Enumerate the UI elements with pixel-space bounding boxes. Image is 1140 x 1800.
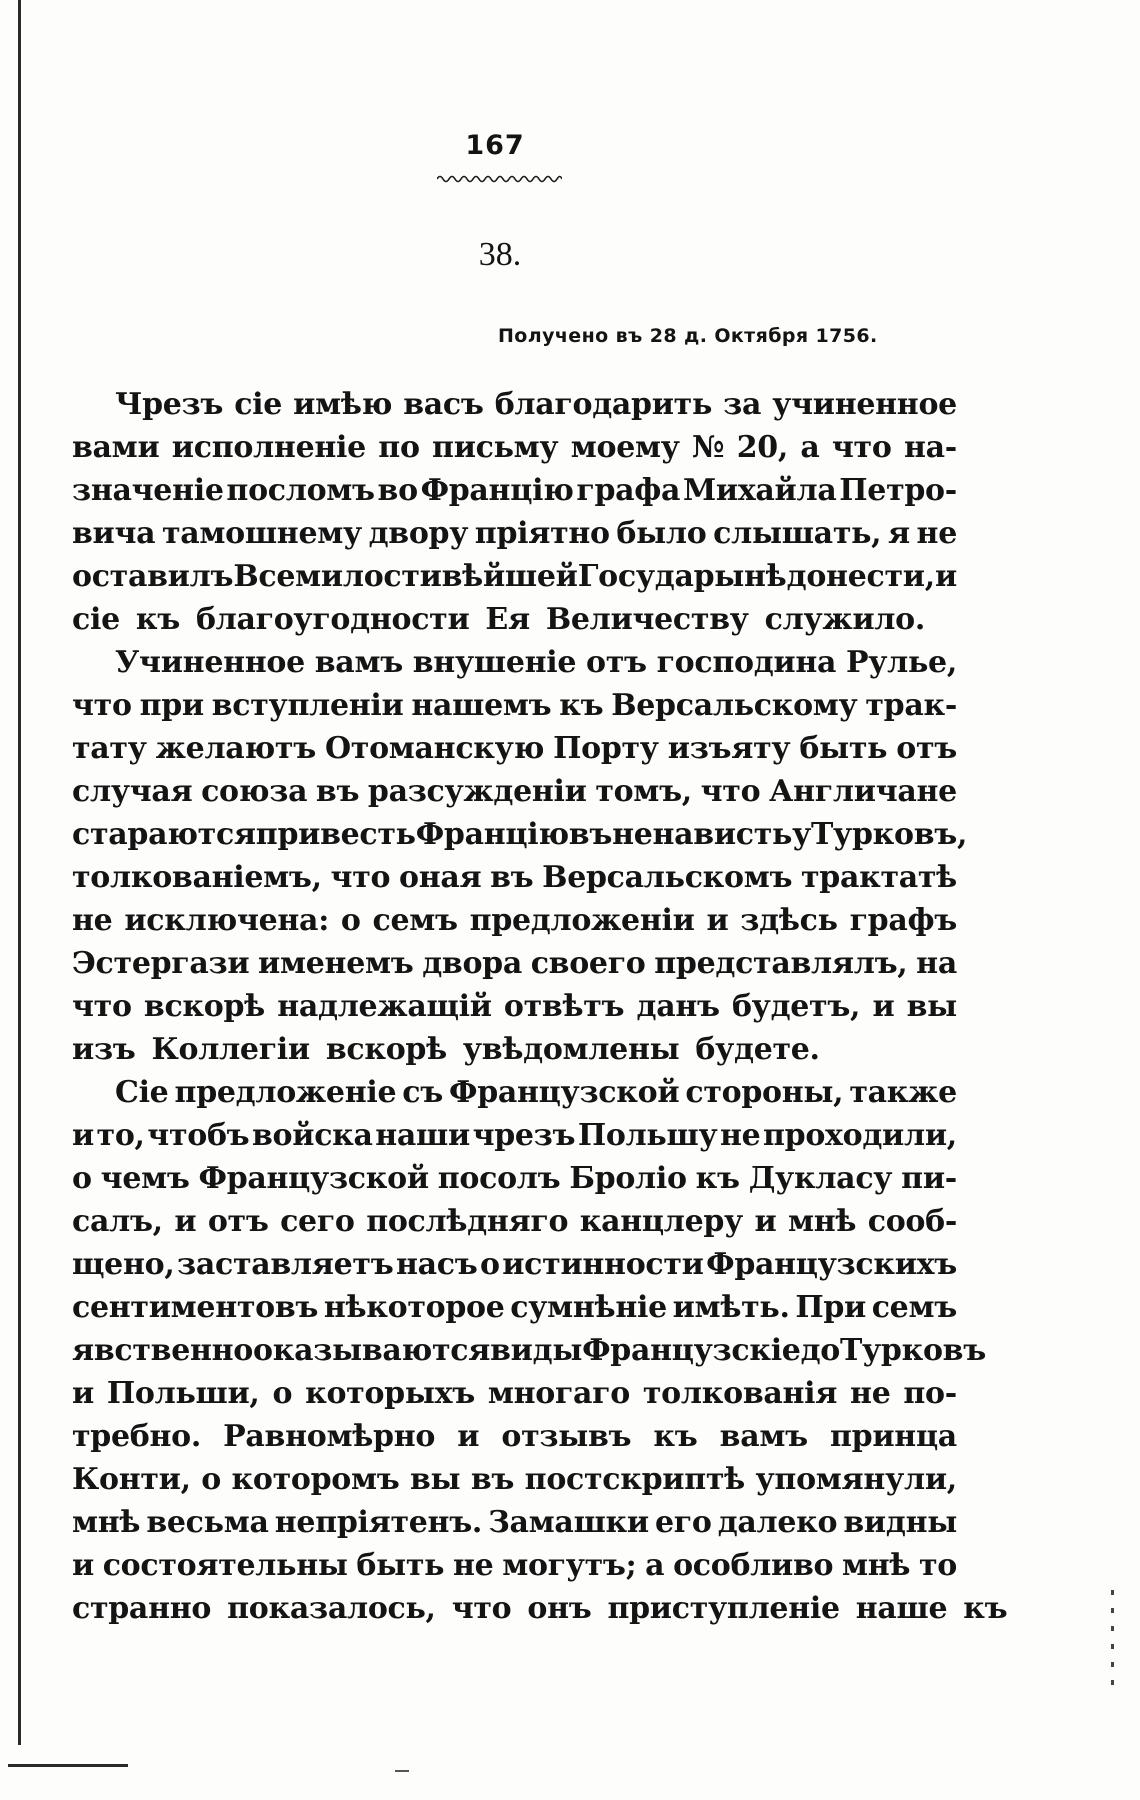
- text-line: [72, 383, 957, 426]
- word: Французской: [449, 1075, 680, 1110]
- word: чтобъ: [147, 1118, 250, 1153]
- word: и: [872, 989, 895, 1024]
- word: моему: [570, 430, 680, 465]
- word: №: [692, 430, 725, 465]
- word: было: [616, 516, 707, 551]
- word: къ: [963, 1591, 1008, 1626]
- word: будетъ,: [731, 989, 861, 1024]
- text-line: [72, 1157, 957, 1200]
- word: исключена:: [124, 903, 329, 938]
- word: проходили,: [762, 1118, 957, 1153]
- word: учиненное: [772, 387, 957, 422]
- word: томъ,: [595, 774, 692, 809]
- word: которомъ: [231, 1462, 400, 1497]
- word: вы: [410, 1462, 461, 1497]
- word: Порту: [553, 731, 659, 766]
- text-line: [72, 1329, 986, 1372]
- scan-edge-right: [1111, 1590, 1114, 1690]
- word: и: [72, 1548, 94, 1583]
- word: именемъ: [258, 946, 414, 981]
- word: Михайла: [682, 473, 837, 508]
- word: вскорѣ: [325, 1032, 447, 1067]
- document-number: 38.: [478, 236, 522, 273]
- word: виды: [490, 1333, 583, 1368]
- word: что: [72, 989, 132, 1024]
- word: о: [479, 1247, 500, 1282]
- text-line: [72, 1587, 1008, 1630]
- word: вамъ: [719, 1419, 808, 1454]
- text-line: [72, 469, 957, 512]
- word: которыхъ: [305, 1376, 475, 1411]
- word: увѣдомлены: [462, 1032, 680, 1067]
- word: войска: [251, 1118, 373, 1153]
- word: на-: [903, 430, 957, 465]
- word: что: [330, 860, 391, 895]
- word: къ: [653, 1419, 698, 1454]
- word: изъяту: [667, 731, 791, 766]
- word: двору: [368, 516, 469, 551]
- text-line: [72, 985, 957, 1028]
- word: благоугодности: [195, 602, 470, 637]
- word: Отоманскую: [324, 731, 545, 766]
- word: весьма: [146, 1505, 269, 1540]
- text-line: [72, 1458, 957, 1501]
- word: имѣть.: [672, 1290, 790, 1325]
- word: нашемъ: [411, 688, 552, 723]
- word: непріятенъ.: [274, 1505, 483, 1540]
- word: мнѣ: [787, 1204, 857, 1239]
- word: что: [72, 688, 132, 723]
- word: стараются: [72, 817, 256, 852]
- scan-edge-left: [18, 0, 21, 1745]
- word: Версальскомъ: [542, 860, 793, 895]
- word: здѣсь: [740, 903, 838, 938]
- word: и: [754, 1204, 777, 1239]
- text-line: [72, 1114, 957, 1157]
- word: канцлеру: [579, 1204, 743, 1239]
- word: письму: [432, 430, 559, 465]
- word: съ: [402, 1075, 443, 1110]
- word: и: [935, 559, 957, 594]
- text-line: [72, 512, 957, 555]
- word: Францію: [415, 817, 569, 852]
- word: о: [201, 1462, 221, 1497]
- word: то,: [96, 1118, 145, 1153]
- word: что: [451, 1591, 512, 1626]
- word: а: [800, 430, 820, 465]
- word: Коллегіи: [151, 1032, 310, 1067]
- word: и: [457, 1419, 480, 1454]
- word: вамъ: [314, 645, 403, 680]
- word: служило.: [764, 602, 926, 637]
- word: Францію: [420, 473, 574, 508]
- word: при: [139, 688, 204, 723]
- text-line: [72, 684, 957, 727]
- word: ненависть: [612, 817, 793, 852]
- word: сумнѣніе: [510, 1290, 667, 1325]
- word: внушеніе: [412, 645, 577, 680]
- text-line: [72, 1372, 957, 1415]
- word: толкованія: [642, 1376, 838, 1411]
- word: чемъ: [100, 1161, 190, 1196]
- word: во: [377, 473, 418, 508]
- word: то: [918, 1548, 957, 1583]
- word: оставилъ: [72, 559, 234, 594]
- word: отъ: [207, 1204, 269, 1239]
- word: особливо: [673, 1548, 834, 1583]
- word: къ: [559, 688, 604, 723]
- word: быть: [356, 1548, 445, 1583]
- word: отвѣтъ: [503, 989, 625, 1024]
- word: до: [800, 1333, 840, 1368]
- text-line: [72, 1286, 957, 1329]
- word: Французской: [198, 1161, 429, 1196]
- word: сентиментовъ: [72, 1290, 319, 1325]
- word: Государынѣ: [577, 559, 787, 594]
- word: стороны,: [685, 1075, 844, 1110]
- word: союза: [201, 774, 308, 809]
- word: что: [700, 774, 761, 809]
- word: данъ: [636, 989, 720, 1024]
- word: тамошнему: [161, 516, 362, 551]
- word: толкованіемъ,: [72, 860, 322, 895]
- received-date-note: Получено въ 28 д. Октября 1756.: [498, 325, 878, 347]
- word: не: [72, 903, 113, 938]
- word: предложеніи: [469, 903, 695, 938]
- word: вскорѣ: [143, 989, 265, 1024]
- text-line: [72, 1071, 957, 1114]
- word: Французскихъ: [706, 1247, 957, 1282]
- word: представлялъ,: [654, 946, 908, 981]
- word: Дукласу: [748, 1161, 893, 1196]
- word: о: [72, 1161, 92, 1196]
- word: я: [887, 516, 910, 551]
- word: и: [706, 903, 729, 938]
- word: отъ: [896, 731, 957, 766]
- word: Сіе: [115, 1075, 169, 1110]
- word: также: [849, 1075, 957, 1110]
- word: щено,: [72, 1247, 175, 1282]
- letter-body: [72, 383, 1008, 1630]
- word: принца: [830, 1419, 957, 1454]
- text-line: [72, 1501, 957, 1544]
- word: донести,: [786, 559, 935, 594]
- text-line: [72, 727, 957, 770]
- word: въ: [470, 1462, 515, 1497]
- word: изъ: [72, 1032, 136, 1067]
- word: въ: [568, 817, 613, 852]
- word: многаго: [487, 1376, 630, 1411]
- word: оная: [398, 860, 482, 895]
- word: вы: [906, 989, 957, 1024]
- word: въ: [490, 860, 534, 895]
- word: имѣю: [293, 387, 393, 422]
- word: пріятно: [474, 516, 610, 551]
- word: Турковъ: [839, 1333, 986, 1368]
- page-number: 167: [465, 130, 525, 161]
- word: сего: [280, 1204, 355, 1239]
- word: у: [792, 817, 812, 852]
- word: на: [916, 946, 957, 981]
- text-line: [72, 1415, 957, 1458]
- word: вступленіи: [211, 688, 404, 723]
- word: по: [378, 430, 420, 465]
- word: графа: [576, 473, 681, 508]
- word: вича: [72, 516, 156, 551]
- word: отзывъ: [501, 1419, 632, 1454]
- text-line: [72, 942, 957, 985]
- word: постскриптѣ: [524, 1462, 745, 1497]
- word: значеніе: [72, 473, 224, 508]
- text-line: [72, 856, 957, 899]
- word: наше: [855, 1591, 948, 1626]
- word: Эстергази: [72, 946, 250, 981]
- word: о: [340, 903, 361, 938]
- word: что: [831, 430, 892, 465]
- word: желаютъ: [155, 731, 316, 766]
- word: заставляетъ: [177, 1247, 394, 1282]
- word: не: [850, 1376, 891, 1411]
- word: быть: [799, 731, 888, 766]
- word: пи-: [901, 1161, 957, 1196]
- word: двора: [422, 946, 522, 981]
- word: Турковъ,: [811, 817, 968, 852]
- word: надлежащій: [277, 989, 492, 1024]
- word: семъ: [871, 1290, 957, 1325]
- word: къ: [695, 1161, 740, 1196]
- text-line: [72, 426, 957, 469]
- word: насъ: [395, 1247, 478, 1282]
- word: трак-: [865, 688, 957, 723]
- text-line: [72, 555, 957, 598]
- word: мнѣ: [841, 1548, 911, 1583]
- word: васъ: [403, 387, 484, 422]
- text-line: [72, 899, 957, 942]
- word: разсужденіи: [367, 774, 587, 809]
- word: послѣдняго: [366, 1204, 569, 1239]
- word: трактатѣ: [800, 860, 957, 895]
- word: благодарить: [494, 387, 713, 422]
- word: по-: [903, 1376, 957, 1411]
- word: Петро-: [839, 473, 957, 508]
- word: видны: [843, 1505, 957, 1540]
- word: привесть: [255, 817, 416, 852]
- word: посломъ: [226, 473, 375, 508]
- scan-edge-bottom-mark: [395, 1770, 409, 1772]
- word: состоятельны: [102, 1548, 348, 1583]
- word: отъ: [586, 645, 647, 680]
- word: онъ: [527, 1591, 592, 1626]
- word: Рулье,: [845, 645, 957, 680]
- word: и: [72, 1376, 94, 1411]
- word: приступленіе: [607, 1591, 840, 1626]
- word: и: [174, 1204, 197, 1239]
- word: наши: [375, 1118, 470, 1153]
- word: Польши,: [106, 1376, 260, 1411]
- text-line: [72, 813, 968, 856]
- word: слышать,: [713, 516, 882, 551]
- word: странно: [72, 1591, 212, 1626]
- word: и: [72, 1118, 94, 1153]
- word: требно.: [72, 1419, 201, 1454]
- word: Чрезъ: [115, 387, 224, 422]
- word: Равномѣрно: [223, 1419, 436, 1454]
- word: предложеніе: [174, 1075, 397, 1110]
- word: тату: [72, 731, 147, 766]
- word: нѣкоторое: [323, 1290, 505, 1325]
- scan-edge-bottom-line: [8, 1764, 128, 1767]
- word: къ: [135, 602, 180, 637]
- word: Замашки: [488, 1505, 649, 1540]
- word: Французскіе: [582, 1333, 801, 1368]
- word: въ: [315, 774, 360, 809]
- word: исполненіе: [171, 430, 366, 465]
- word: случая: [72, 774, 193, 809]
- word: семъ: [372, 903, 458, 938]
- word: При: [795, 1290, 866, 1325]
- word: сооб-: [867, 1204, 957, 1239]
- word: не: [916, 516, 957, 551]
- text-line: [72, 1243, 957, 1286]
- word: господина: [656, 645, 837, 680]
- word: своего: [530, 946, 646, 981]
- text-line: [72, 1544, 957, 1587]
- word: Версальскому: [611, 688, 858, 723]
- word: посолъ: [437, 1161, 561, 1196]
- text-line: [72, 770, 957, 813]
- word: явственно: [72, 1333, 254, 1368]
- word: за: [723, 387, 762, 422]
- word: чрезъ: [472, 1118, 576, 1153]
- word: Величеству: [545, 602, 749, 637]
- text-line: [72, 1200, 957, 1243]
- word: сіе: [234, 387, 283, 422]
- word: его: [654, 1505, 712, 1540]
- word: 20,: [736, 430, 788, 465]
- word: сіе: [72, 602, 120, 637]
- word: показалось,: [227, 1591, 436, 1626]
- text-line: [72, 598, 957, 641]
- word: салъ,: [72, 1204, 163, 1239]
- word: Всемилостивѣйшей: [233, 559, 578, 594]
- word: далеко: [717, 1505, 838, 1540]
- word: а: [645, 1548, 665, 1583]
- text-line: [72, 641, 957, 684]
- word: не: [719, 1118, 761, 1153]
- word: Ея: [485, 602, 530, 637]
- word: Броліо: [569, 1161, 687, 1196]
- word: вами: [72, 430, 160, 465]
- scan-edge-bottom: [0, 1757, 1140, 1800]
- text-line: [72, 1028, 957, 1071]
- word: о: [272, 1376, 293, 1411]
- wavy-rule-ornament: [437, 174, 562, 184]
- word: Польшу: [577, 1118, 718, 1153]
- word: не: [452, 1548, 494, 1583]
- word: Учиненное: [115, 645, 305, 680]
- word: будете.: [695, 1032, 820, 1067]
- word: оказываются: [253, 1333, 491, 1368]
- word: Англичане: [769, 774, 957, 809]
- word: Конти,: [72, 1462, 191, 1497]
- word: графъ: [849, 903, 957, 938]
- word: упомянули,: [755, 1462, 957, 1497]
- word: могутъ;: [502, 1548, 637, 1583]
- word: истинности: [502, 1247, 704, 1282]
- word: мнѣ: [72, 1505, 141, 1540]
